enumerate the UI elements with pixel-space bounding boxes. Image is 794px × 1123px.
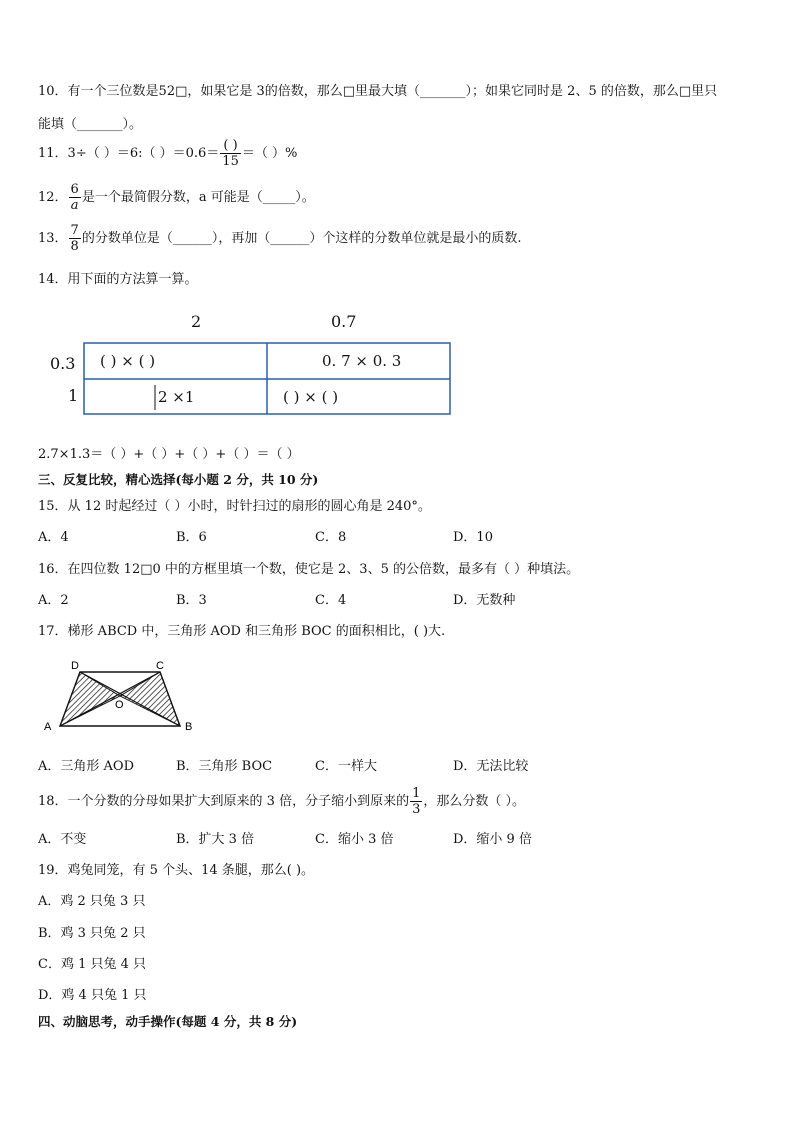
q18-option-c[interactable]: C．缩小 3 倍 xyxy=(315,832,394,847)
question-19: 19．鸡兔同笼，有 5 个头、14 条腿，那么( )。 xyxy=(38,863,315,878)
q17-option-d[interactable]: D．无法比较 xyxy=(453,759,529,774)
q15-option-d[interactable]: D．10 xyxy=(453,530,493,545)
question-12: 12． $\frac{6}{a}$ 是一个最简假分数，a 可能是（_____）。 xyxy=(38,182,315,213)
cell-0-7-times-0-3: 0. 7 × 0. 3 xyxy=(322,352,402,370)
q19-option-b[interactable]: B．鸡 3 只兔 2 只 xyxy=(38,926,146,941)
label-c: C xyxy=(156,660,164,672)
q19-option-d[interactable]: D．鸡 4 只兔 1 只 xyxy=(38,988,147,1003)
section-3-heading: 三、反复比较，精心选择(每小题 2 分，共 10 分) xyxy=(38,472,319,487)
question-18: 18．一个分数的分母如果扩大到原来的 3 倍，分子缩小到原来的 $\frac{1}{3}$ ，那么分数（ ）。 xyxy=(38,786,525,817)
fraction-1-over-3: $\frac{1}{3}$ xyxy=(412,786,421,817)
q15-option-b[interactable]: B．6 xyxy=(176,530,207,545)
section-4-heading: 四、动脑思考，动手操作(每题 4 分，共 8 分) xyxy=(38,1014,298,1029)
label-d: D xyxy=(71,660,79,672)
q15-option-a[interactable]: A．4 xyxy=(38,530,69,545)
question-11: 11．3÷（ ）＝6:（ ）＝0.6＝ $\frac{( )}{15}$ ＝（ ）% xyxy=(38,138,298,169)
column-header-0-7: 0.7 xyxy=(331,312,357,331)
row-header-0-3: 0.3 xyxy=(50,354,76,373)
q17-option-a[interactable]: A．三角形 AOD xyxy=(38,759,134,774)
question-14-title: 14．用下面的方法算一算。 xyxy=(38,272,198,287)
fraction-7-over-8: $\frac{7}{8}$ xyxy=(70,223,79,254)
fraction-6-over-a: $\frac{6}{a}$ xyxy=(70,182,79,213)
label-b: B xyxy=(185,721,193,733)
column-header-2: 2 xyxy=(191,312,202,331)
trapezoid-abcd-diagram xyxy=(40,658,210,738)
q16-option-c[interactable]: C．4 xyxy=(315,593,347,608)
cell-blank-product-2: ( ) × ( ) xyxy=(283,388,339,406)
q18-option-b[interactable]: B．扩大 3 倍 xyxy=(176,832,255,847)
cell-blank-product-1: ( ) × ( ) xyxy=(100,352,156,370)
q15-option-c[interactable]: C．8 xyxy=(315,530,347,545)
q17-option-b[interactable]: B．三角形 BOC xyxy=(176,759,273,774)
question-13: 13． $\frac{7}{8}$ 的分数单位是（______），再加（______）个这样的分数单位就是最小的质数. xyxy=(38,223,522,254)
q16-option-b[interactable]: B．3 xyxy=(176,593,207,608)
question-10-line-2: 能填（_______）。 xyxy=(38,117,143,132)
question-15: 15．从 12 时起经过（ ）小时，时针扫过的扇形的圆心角是 240°。 xyxy=(38,499,431,514)
fraction-blank-over-15: $\frac{( )}{15}$ xyxy=(222,138,239,169)
question-17: 17．梯形 ABCD 中，三角形 AOD 和三角形 BOC 的面积相比，( )大. xyxy=(38,624,446,639)
label-a: A xyxy=(44,721,52,733)
q16-option-d[interactable]: D．无数种 xyxy=(453,593,516,608)
cell-2-times-1: 2 ×1 xyxy=(158,388,195,406)
question-16: 16．在四位数 12□0 中的方框里填一个数，使它是 2、3、5 的公倍数，最多有（ ）种填法。 xyxy=(38,562,580,577)
label-o: O xyxy=(115,699,124,711)
q19-option-c[interactable]: C．鸡 1 只兔 4 只 xyxy=(38,957,147,972)
q18-option-d[interactable]: D．缩小 9 倍 xyxy=(453,832,532,847)
q18-option-a[interactable]: A．不变 xyxy=(38,832,87,847)
question-10-line-1: 10．有一个三位数是52□，如果它是 3的倍数，那么□里最大填（_______）；如果它同时是 2、5 的倍数，那么□里只 xyxy=(38,84,718,99)
q16-option-a[interactable]: A．2 xyxy=(38,593,69,608)
row-header-1: 1 xyxy=(68,386,79,405)
question-14-answer: 2.7×1.3＝（ ）+（ ）+（ ）+（ ）＝（ ） xyxy=(38,447,300,462)
q19-option-a[interactable]: A．鸡 2 只兔 3 只 xyxy=(38,894,146,909)
q17-option-c[interactable]: C．一样大 xyxy=(315,759,377,774)
